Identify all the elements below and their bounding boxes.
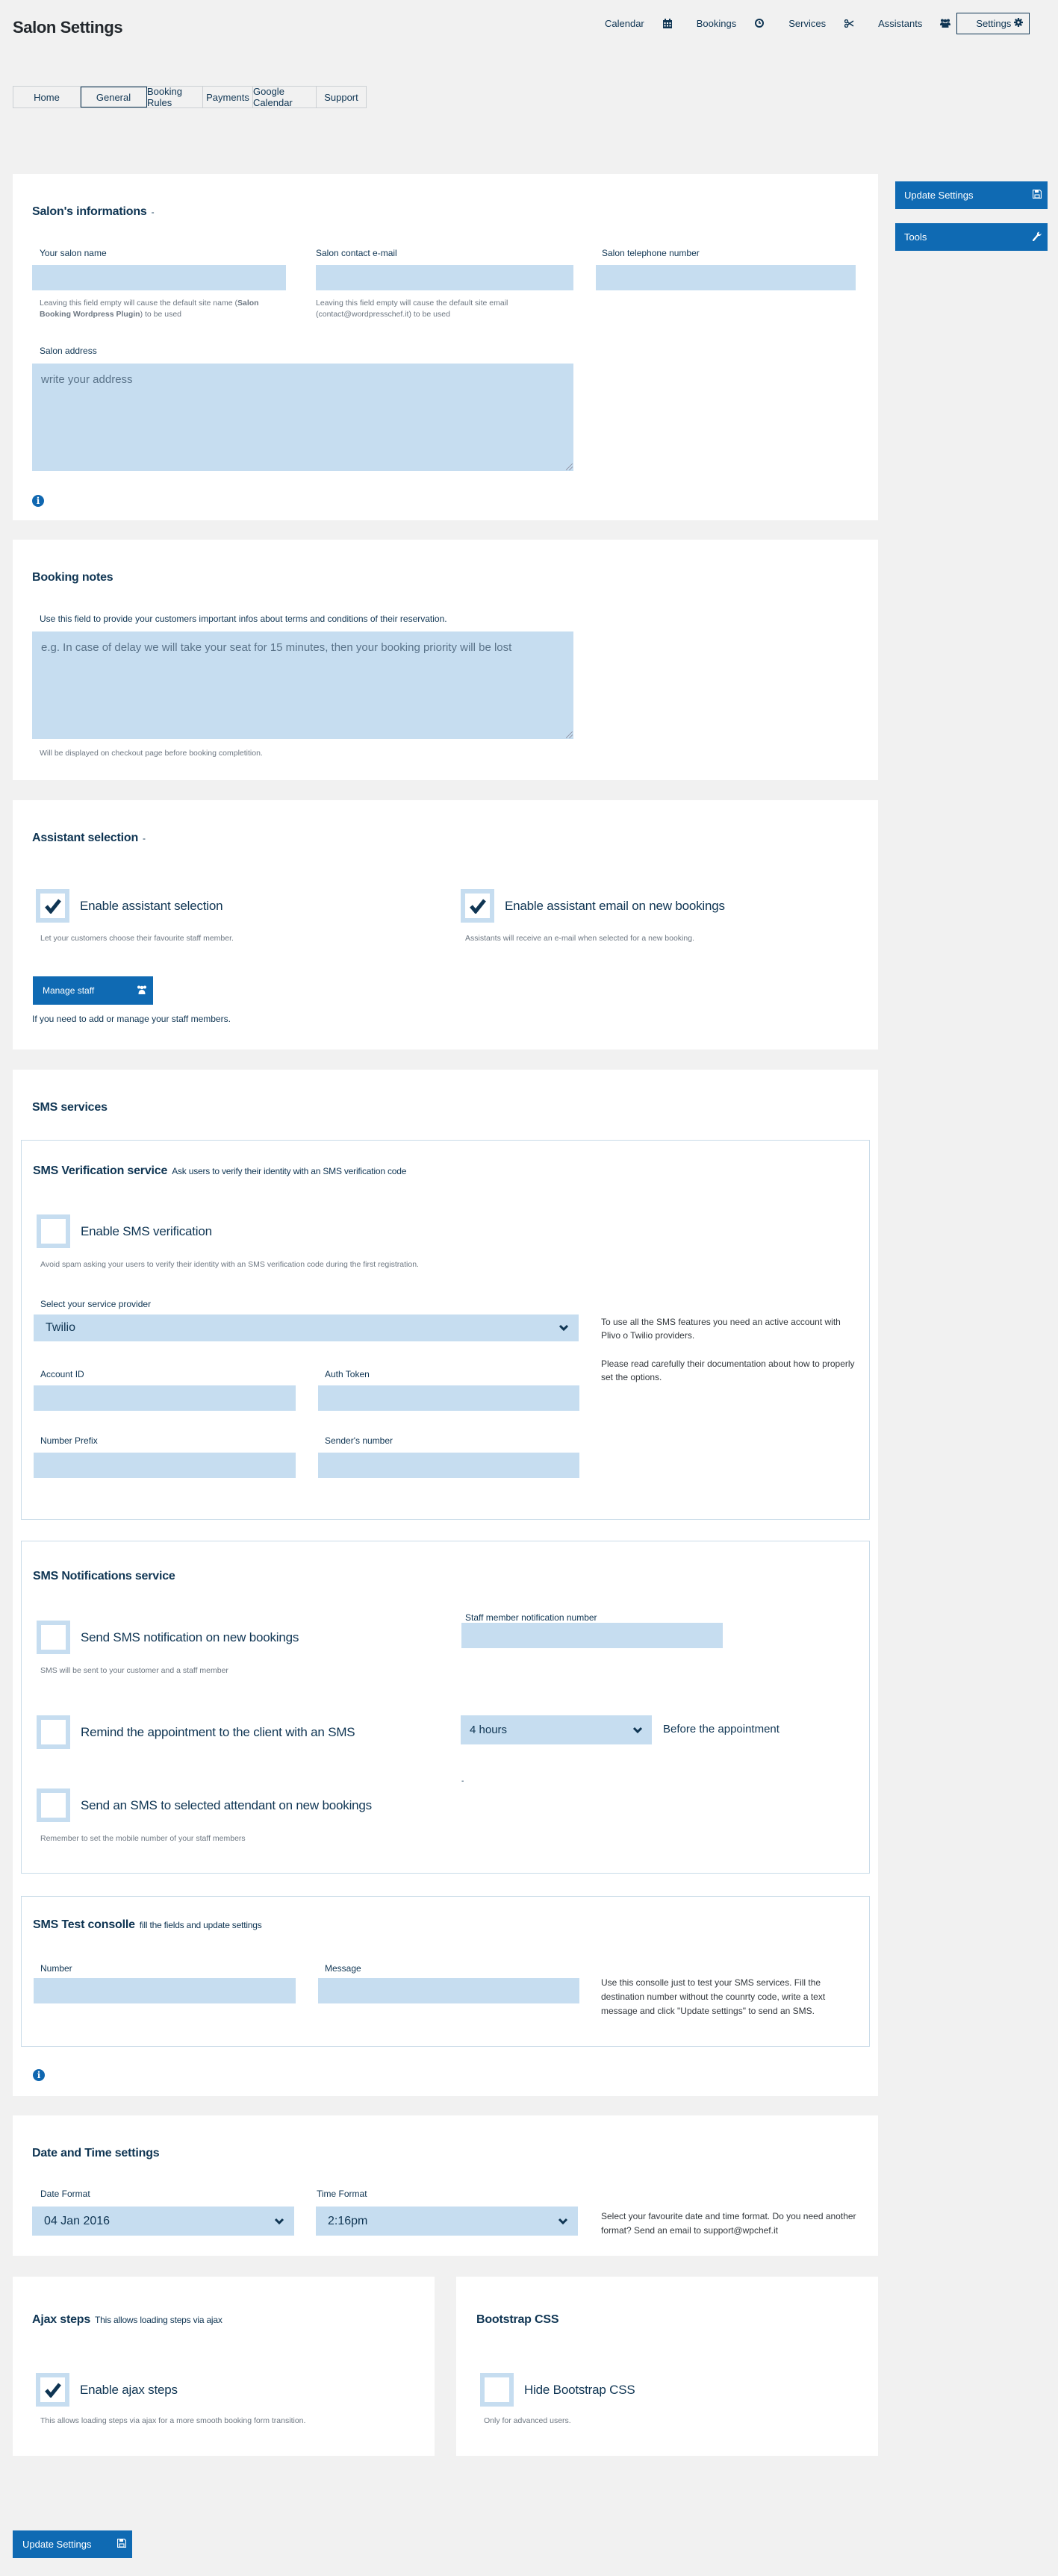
booking-notes-card	[13, 540, 878, 780]
users-icon[interactable]	[940, 18, 950, 28]
datetime-card	[13, 2115, 878, 2256]
sidebar-update-label: Update Settings	[904, 190, 974, 201]
chevron-down-icon	[558, 1324, 569, 1332]
enable-assistant-email-help: Assistants will receive an e-mail when selected for a new booking.	[465, 934, 694, 943]
number-prefix-input[interactable]	[34, 1453, 296, 1478]
enable-assistant-selection-help: Let your customers choose their favourite staff member.	[40, 934, 234, 943]
send-sms-new-bookings-label: Send SMS notification on new bookings	[81, 1630, 299, 1644]
tab-payments[interactable]: Payments	[203, 87, 253, 107]
sms-services-card	[13, 1070, 878, 2096]
sms-attendant-checkbox[interactable]	[37, 1788, 70, 1822]
info-icon[interactable]: i	[32, 495, 44, 507]
sidebar-tools-label: Tools	[904, 231, 927, 243]
sidebar-tools-button[interactable]	[895, 223, 1048, 251]
users-icon	[137, 985, 147, 997]
salon-phone-input[interactable]	[596, 265, 856, 290]
send-sms-new-bookings-help: SMS will be sent to your customer and a staff member	[40, 1666, 228, 1675]
salon-phone-label: Salon telephone number	[602, 248, 700, 258]
ajax-steps-title: Ajax steps This allows loading steps via ajax	[32, 2313, 223, 2326]
salon-name-help: Leaving this field empty will cause the default site name (Salon Booking Wordpress Plugin) to be used	[40, 299, 259, 319]
provider-value: Twilio	[46, 1321, 76, 1334]
sender-number-input[interactable]	[318, 1453, 579, 1478]
manage-staff-label: Manage staff	[43, 985, 95, 996]
salon-address-placeholder: write your address	[41, 373, 133, 386]
sms-test-console-title: SMS Test consolle fill the fields and update settings	[33, 1918, 262, 1931]
enable-sms-verification-checkbox[interactable]	[37, 1214, 70, 1248]
date-format-value: 04 Jan 2016	[44, 2214, 111, 2227]
time-format-select[interactable]	[316, 2207, 578, 2236]
chevron-down-icon	[632, 1727, 643, 1734]
tab-general[interactable]: General	[81, 87, 147, 107]
enable-ajax-steps-checkbox[interactable]	[36, 2373, 69, 2407]
salon-info-title: Salon's informations -	[32, 205, 155, 218]
salon-address-label: Salon address	[40, 346, 97, 356]
sms-notifications-box	[21, 1541, 870, 1874]
test-console-info: Use this consolle just to test your SMS services. Fill the destination number without the counrty code, write a text message and click "Update settings" to send an SMS.	[601, 1977, 826, 2016]
salon-email-label: Salon contact e-mail	[316, 248, 397, 258]
enable-ajax-steps-row	[36, 2373, 178, 2407]
date-format-label: Date Format	[40, 2189, 90, 2199]
sms-attendant-row	[37, 1788, 372, 1822]
auth-token-input[interactable]	[318, 1385, 579, 1411]
settings-tabs	[13, 86, 367, 108]
tab-home[interactable]: Home	[13, 87, 81, 107]
salon-name-input[interactable]	[32, 265, 286, 290]
salon-info-card	[13, 174, 878, 520]
nav-calendar[interactable]: Calendar	[605, 17, 644, 29]
booking-notes-label: Use this field to provide your customers important infos about terms and conditions of their reservation.	[40, 614, 447, 624]
clock-icon[interactable]	[754, 18, 765, 28]
remind-appointment-label: Remind the appointment to the client with an SMS	[81, 1724, 355, 1739]
salon-name-label: Your salon name	[40, 248, 107, 258]
enable-assistant-selection-label: Enable assistant selection	[80, 898, 223, 913]
auth-token-label: Auth Token	[325, 1369, 370, 1379]
enable-sms-verification-row	[37, 1214, 212, 1248]
provider-label: Select your service provider	[40, 1299, 152, 1309]
enable-ajax-steps-label: Enable ajax steps	[80, 2382, 178, 2397]
salon-address-textarea[interactable]	[32, 364, 573, 471]
salon-email-help: Leaving this field empty will cause the default site email (contact@wordpresschef.it) to be used	[316, 299, 508, 319]
test-message-label: Message	[325, 1963, 361, 1974]
info-icon[interactable]: i	[33, 2069, 45, 2081]
time-format-value: 2:16pm	[328, 2214, 368, 2227]
staff-notification-number-label: Staff member notification number	[465, 1612, 597, 1623]
enable-assistant-email-checkbox[interactable]	[461, 889, 494, 923]
sms-test-console-box	[21, 1896, 870, 2047]
sms-verification-box	[21, 1140, 870, 1520]
enable-assistant-email-label: Enable assistant email on new bookings	[505, 898, 725, 913]
enable-assistant-selection-checkbox[interactable]	[36, 889, 69, 923]
bootstrap-css-title: Bootstrap CSS	[476, 2313, 559, 2326]
date-format-select[interactable]	[32, 2207, 294, 2236]
salon-email-input[interactable]	[316, 265, 573, 290]
tab-booking-rules[interactable]: Booking Rules	[147, 87, 203, 107]
manage-staff-help: If you need to add or manage your staff members.	[32, 1014, 231, 1024]
datetime-info: Select your favourite date and time format. Do you need another format? Send an email to support@wpchef.it	[601, 2211, 856, 2236]
tab-support[interactable]: Support	[324, 91, 358, 103]
assistant-selection-card	[13, 800, 878, 1050]
hide-bootstrap-label: Hide Bootstrap CSS	[524, 2382, 635, 2397]
remind-appointment-checkbox[interactable]	[37, 1715, 70, 1749]
sms-services-title: SMS services	[32, 1101, 108, 1114]
nav-settings[interactable]	[956, 13, 1030, 34]
sms-attendant-help: Remember to set the mobile number of your staff members	[40, 1834, 246, 1843]
resize-handle[interactable]	[566, 464, 573, 470]
footer-update-settings-button[interactable]	[13, 2530, 132, 2558]
send-sms-new-bookings-row	[37, 1621, 299, 1654]
hide-bootstrap-checkbox[interactable]	[480, 2373, 514, 2407]
staff-notification-number-input[interactable]	[461, 1623, 723, 1648]
send-sms-new-bookings-checkbox[interactable]	[37, 1621, 70, 1654]
remind-suffix-label: Before the appointment	[663, 1723, 780, 1735]
sms-verification-title: SMS Verification service Ask users to verify their identity with an SMS verification code	[33, 1164, 407, 1177]
enable-sms-verification-label: Enable SMS verification	[81, 1223, 212, 1238]
sidebar-update-settings-button[interactable]	[895, 181, 1048, 209]
page-title: Salon Settings	[13, 18, 123, 37]
bootstrap-css-card	[456, 2277, 878, 2456]
chevron-down-icon	[558, 2218, 568, 2225]
assistant-selection-title: Assistant selection -	[32, 832, 146, 844]
top-navigation	[597, 12, 1030, 34]
resize-handle[interactable]	[566, 732, 573, 738]
enable-ajax-steps-help: This allows loading steps via ajax for a more smooth booking form transition.	[40, 2416, 306, 2425]
nav-settings-label: Settings	[976, 17, 1012, 29]
remind-appointment-row	[37, 1715, 355, 1749]
datetime-title: Date and Time settings	[32, 2147, 160, 2159]
booking-notes-title: Booking notes	[32, 571, 113, 584]
account-id-label: Account ID	[40, 1369, 84, 1379]
nav-assistants[interactable]: Assistants	[878, 17, 923, 29]
nav-bookings[interactable]: Bookings	[696, 17, 737, 29]
hide-bootstrap-help: Only for advanced users.	[484, 2416, 571, 2425]
calendar-icon[interactable]	[662, 18, 673, 28]
booking-notes-textarea[interactable]	[32, 631, 573, 739]
sms-attendant-side: -	[461, 1777, 464, 1786]
nav-services[interactable]: Services	[788, 17, 827, 29]
sender-number-label: Sender's number	[325, 1435, 393, 1446]
sms-provider-info-1: To use all the SMS features you need an active account with Plivo o Twilio providers.	[601, 1317, 841, 1341]
booking-notes-help: Will be displayed on checkout page before booking completition.	[40, 749, 263, 758]
checkmark-icon	[470, 899, 486, 914]
gear-icon	[1014, 18, 1023, 29]
scissors-icon[interactable]	[844, 18, 854, 28]
checkmark-icon	[45, 899, 61, 914]
enable-assistant-selection-row	[36, 889, 223, 923]
floppy-disk-icon	[1033, 190, 1042, 201]
enable-sms-verification-help: Avoid spam asking your users to verify their identity with an SMS verification code during the first registration.	[40, 1260, 419, 1269]
test-number-input[interactable]	[34, 1978, 296, 2003]
ajax-steps-card	[13, 2277, 435, 2456]
remind-time-value: 4 hours	[470, 1724, 508, 1736]
floppy-disk-icon	[117, 2539, 126, 2550]
sms-attendant-label: Send an SMS to selected attendant on new bookings	[81, 1797, 372, 1812]
footer-update-label: Update Settings	[22, 2539, 92, 2550]
number-prefix-label: Number Prefix	[40, 1435, 98, 1446]
hide-bootstrap-row	[480, 2373, 635, 2407]
booking-notes-placeholder: e.g. In case of delay we will take your seat for 15 minutes, then your booking priority will be lost	[41, 641, 512, 654]
provider-select[interactable]	[34, 1314, 579, 1341]
test-message-input[interactable]	[318, 1978, 579, 2003]
wrench-icon	[1033, 231, 1042, 243]
time-format-label: Time Format	[317, 2189, 367, 2199]
remind-time-select[interactable]	[461, 1715, 652, 1744]
manage-staff-button[interactable]	[33, 976, 153, 1005]
account-id-input[interactable]	[34, 1385, 296, 1411]
test-number-label: Number	[40, 1963, 72, 1974]
enable-assistant-email-row	[461, 889, 725, 923]
sms-notifications-title: SMS Notifications service	[33, 1570, 175, 1582]
checkmark-icon	[45, 2383, 61, 2398]
chevron-down-icon	[274, 2218, 284, 2225]
tab-google-calendar[interactable]: Google Calendar	[253, 87, 317, 107]
sms-provider-info-2: Please read carefully their documentation about how to properly set the options.	[601, 1359, 855, 1382]
